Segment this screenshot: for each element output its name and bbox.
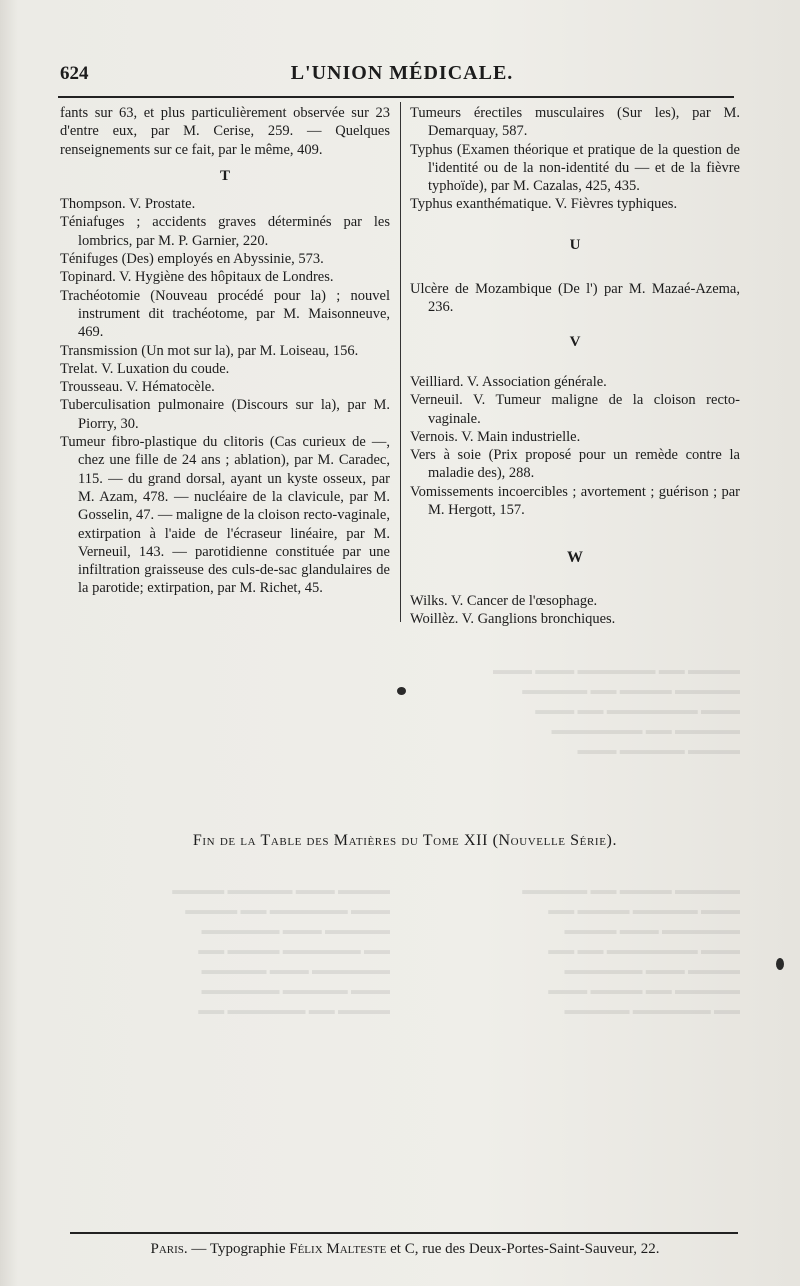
left-column [60,104,390,598]
index-entry: Tumeurs érectiles musculaires (Sur les), par M. Demarquay, 587. [410,105,740,140]
index-entry: Ténifuges (Des) employés en Abyssinie, 573. [60,251,324,268]
section-letter-v: V [569,333,581,350]
imprint-printer: Félix Malteste [289,1241,387,1257]
imprint-city: Paris. [150,1241,188,1257]
index-entry: Typhus exanthématique. V. Fièvres typhiques. [410,196,678,213]
header-rule [58,96,734,98]
imprint-text: et C [386,1241,415,1257]
bleed-through-2: ▬▬▬▬ ▬▬▬ ▬▬▬▬▬ ▬▬▬▬ ▬▬▬ ▬▬▬▬▬▬ ▬▬ ▬▬▬▬ ▬▬▬▬▬ ▬▬▬ ▬▬▬▬▬▬ ▬▬ ▬▬▬▬▬▬ ▬▬▬▬ ▬▬ ▬▬▬▬▬▬ ▬▬▬ ▬▬▬▬▬ ▬▬▬ ▬▬▬▬▬ ▬▬▬▬▬▬ ▬▬▬▬ ▬▬ ▬▬▬▬▬▬ ▬▬ [172,882,390,1017]
index-entry: Vernois. V. Main industrielle. [410,428,581,445]
page-header [58,60,746,92]
index-entry: Typhus (Examen théorique et pratique de la question de l'identité ou de la non-identité du — et de la fièvre typhoïde), par M. Cazalas, 425, 435. [410,141,740,195]
imprint-text: — Typographie [187,1241,290,1257]
index-entry: Ulcère de Mozambique (De l') par M. Mazaé-Azema, 236. [410,281,740,316]
index-entry: Wilks. V. Cancer de l'œsophage. [410,592,598,609]
index-entry: Verneuil. V. Tumeur maligne de la cloison recto-vaginale. [410,392,740,427]
right-column [410,104,740,628]
index-entry: Topinard. V. Hygiène des hôpitaux de Londres. [60,269,334,286]
end-of-table-note: Fin de la Table des Matières du Tome XII (Nouvelle Série). [192,832,618,849]
section-letter-u: U [569,236,581,253]
index-entry: Veilliard. V. Association générale. [410,373,607,390]
ink-blot [397,687,406,695]
column-divider [400,102,401,622]
index-entry: Thompson. V. Prostate. [60,196,196,213]
index-entry: Tumeur fibro-plastique du clitoris (Cas curieux de —, chez une fille de 24 ans ; ablation), par M. Caradec, 115. — du grand dorsal, ayant un kyste osseux, par M. Azam, 478. — nucléaire de la clavicule, par M. Gosselin, 47. — maligne de la cloison recto-vaginale, extirpation à l'aide de l'écraseur linéaire, par M. Verneuil, 143. — parotidienne constituée par une infiltration graisseuse des culs-de-sac glandulaires de la parotide; extirpation, par M. Richet, 45. [60,434,390,597]
index-entry: Transmission (Un mot sur la), par M. Loiseau, 156. [60,342,359,359]
index-entry: Woillèz. V. Ganglions bronchiques. [410,610,616,627]
index-entry: Trachéotomie (Nouveau procédé pour la) ; nouvel instrument dit trachéotome, par M. Maisonneuve, 469. [60,287,390,341]
imprint-address: , rue des Deux-Portes-Saint-Sauveur, 22. [414,1241,660,1257]
running-title: L'UNION MÉDICALE. [290,62,514,84]
page-number: 624 [60,63,89,84]
continued-entry: fants sur 63, et plus particulièrement observée sur 23 d'entre eux, par M. Cerise, 259. — Quelques renseignements sur ce fait, par le même, 409. [60,105,390,158]
printer-imprint [60,1241,750,1258]
index-entry: Téniafuges ; accidents graves déterminés par les lombrics, par M. P. Garnier, 220. [60,214,390,249]
section-letter-w: W [567,549,583,567]
index-entry: Trousseau. V. Hématocèle. [60,379,215,396]
index-entry: Tuberculisation pulmonaire (Discours sur la), par M. Piorry, 30. [60,397,390,432]
bleed-through-3: ▬▬▬▬▬ ▬▬▬▬ ▬▬ ▬▬▬▬▬ ▬▬▬ ▬▬▬▬▬ ▬▬▬▬ ▬▬ ▬▬▬▬▬▬ ▬▬▬ ▬▬▬▬ ▬▬▬ ▬▬▬▬▬▬▬ ▬▬ ▬▬ ▬▬▬▬ ▬▬▬ ▬▬▬▬▬▬ ▬▬▬▬▬ ▬▬ ▬▬▬▬ ▬▬▬ ▬▬ ▬▬▬▬▬▬ ▬▬▬▬▬ [522,882,740,1017]
index-entry: Vomissements incoercibles ; avortement ; guérison ; par M. Hergott, 157. [410,483,740,519]
index-entry: Trelat. V. Luxation du coude. [60,360,230,377]
section-letter-t: T [219,167,230,184]
ink-blot [776,958,784,970]
index-entry: Vers à soie (Prix proposé pour un remède contre la maladie des), 288. [410,447,740,482]
footer-rule [70,1232,738,1234]
bleed-through: ▬▬▬▬ ▬▬ ▬▬▬▬▬▬ ▬▬▬ ▬▬▬ ▬▬▬▬▬ ▬▬▬▬ ▬▬ ▬▬▬▬▬ ▬▬▬ ▬▬▬▬▬▬▬ ▬▬ ▬▬▬ ▬▬▬▬▬ ▬▬ ▬▬▬▬▬▬▬ ▬▬▬▬ ▬▬▬▬▬ ▬▬▬ [493,662,740,757]
